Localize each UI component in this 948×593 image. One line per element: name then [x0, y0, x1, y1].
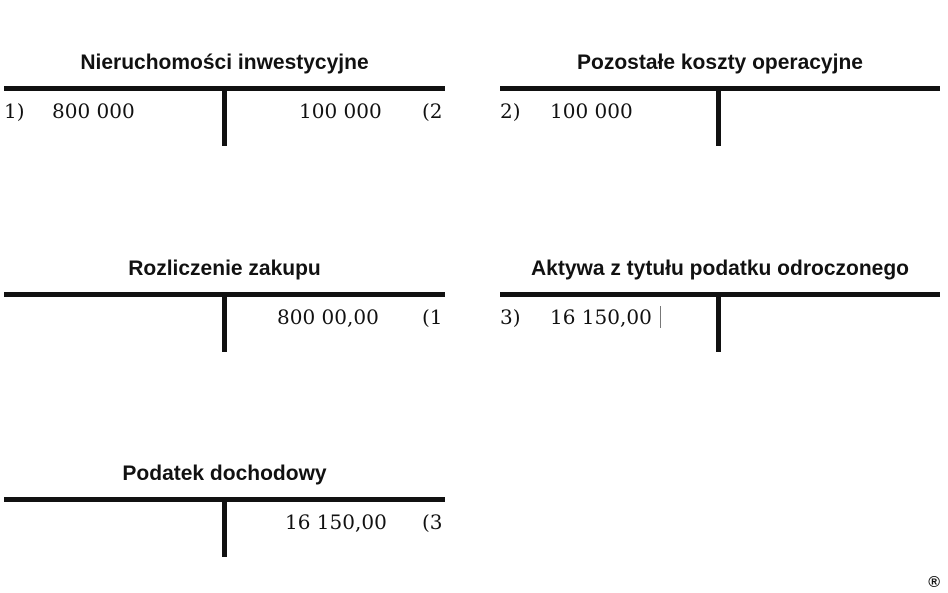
entry-amount: 100 000 — [550, 99, 633, 123]
entry-ref: (2 — [422, 99, 443, 123]
account-title: Aktywa z tytułu podatku odroczonego — [530, 257, 909, 280]
t-account-vertical-line — [716, 86, 721, 146]
entry-amount: 16 150,00 — [285, 510, 387, 534]
account-title: Pozostałe koszty operacyjne — [577, 51, 863, 74]
entry-ref: 1) — [4, 99, 25, 123]
account-title: Nieruchomości inwestycyjne — [80, 51, 369, 74]
entry-ref: (3 — [422, 510, 443, 534]
account-title: Rozliczenie zakupu — [128, 257, 321, 280]
text-cursor — [660, 306, 661, 328]
entry-amount: 16 150,00 — [550, 305, 652, 329]
t-account-vertical-line — [222, 497, 227, 557]
entry-amount: 100 000 — [299, 99, 382, 123]
entry-ref: 2) — [500, 99, 521, 123]
t-account-rozliczenie-zakupu — [4, 256, 445, 376]
t-account-vertical-line — [222, 86, 227, 146]
entry-amount: 800 000 — [52, 99, 135, 123]
t-account-podatek-dochodowy — [4, 461, 445, 581]
registered-mark: ® — [928, 574, 940, 591]
entry-ref: 3) — [500, 305, 521, 329]
t-account-pozostale-koszty-operacyjne — [500, 50, 940, 170]
t-account-vertical-line — [716, 292, 721, 352]
t-account-vertical-line — [222, 292, 227, 352]
account-title: Podatek dochodowy — [122, 462, 327, 485]
entry-amount: 800 00,00 — [277, 305, 379, 329]
t-account-nieruchomosci-inwestycyjne — [4, 50, 445, 170]
entry-ref: (1 — [422, 305, 443, 329]
t-account-aktywa-podatku-odroczonego — [500, 256, 940, 376]
